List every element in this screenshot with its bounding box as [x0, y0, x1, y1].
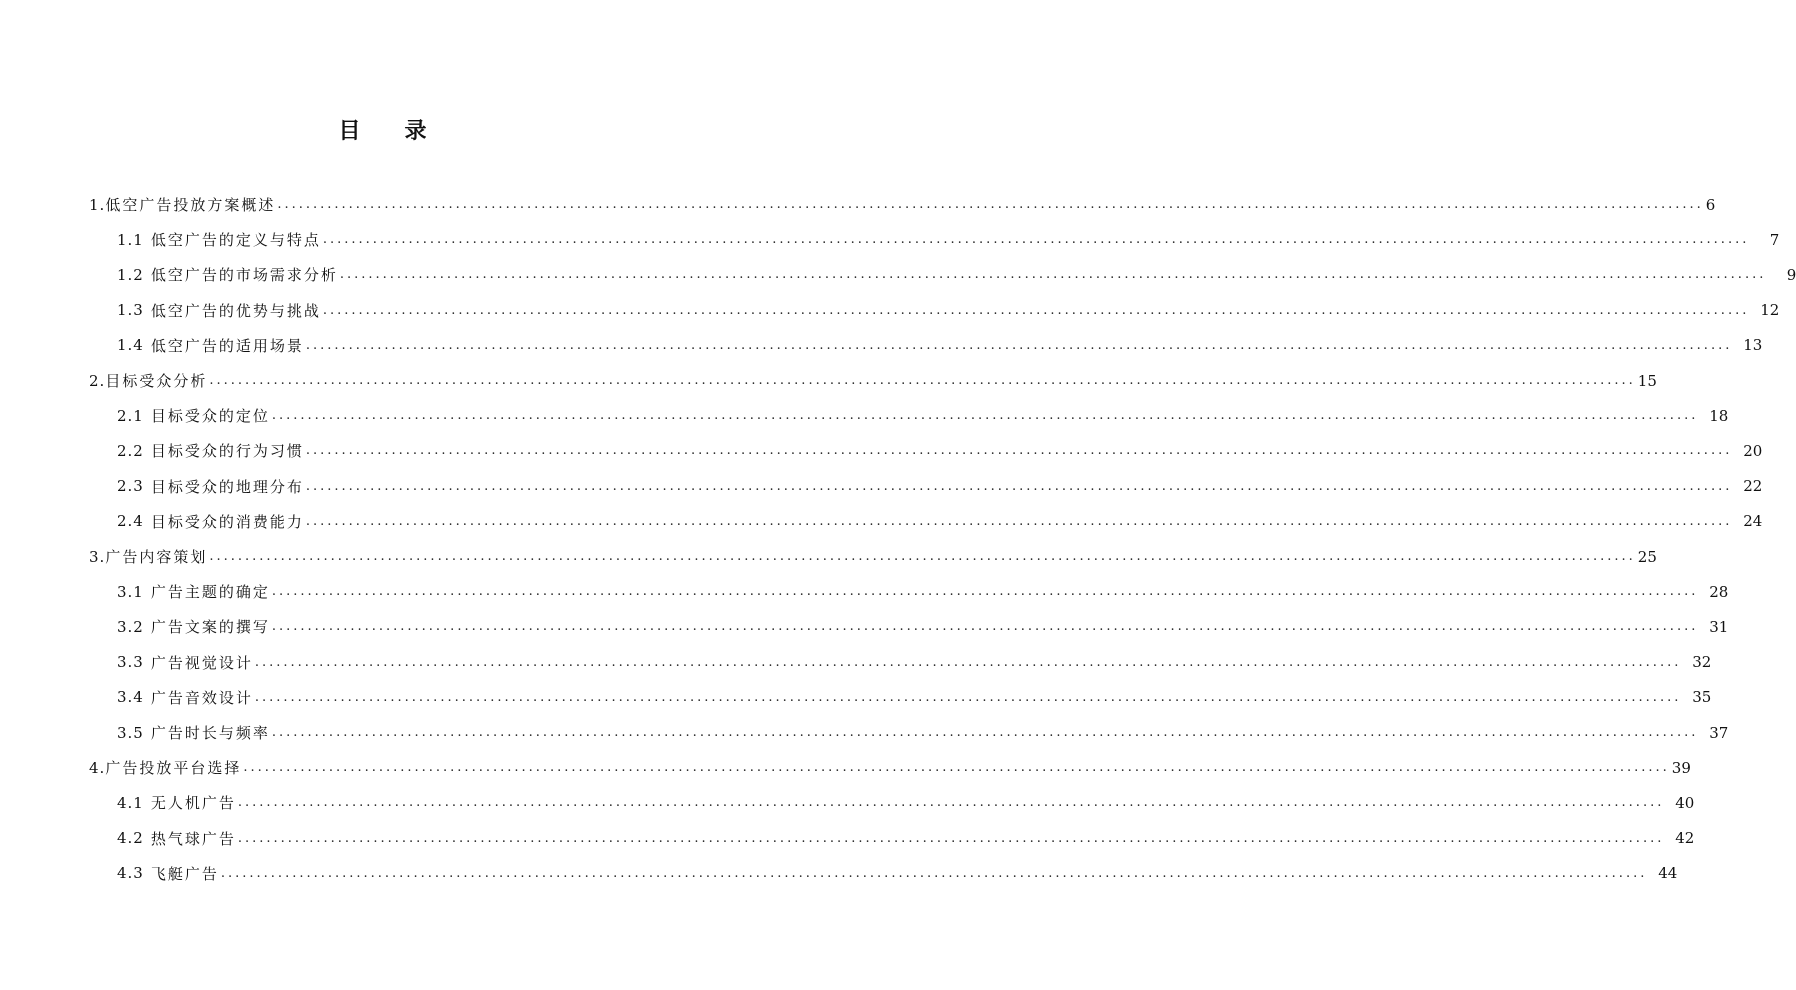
- toc-section-entry[interactable]: [117, 469, 1763, 504]
- toc-entry-title: 目标受众分析: [105, 372, 208, 390]
- toc-page-number: 31: [1709, 617, 1729, 636]
- toc-entry-number: 3.4: [117, 688, 144, 707]
- toc-section-entry[interactable]: [117, 609, 1729, 644]
- toc-entry-title: 无人机广告: [150, 794, 236, 813]
- toc-page-number: 6: [1705, 195, 1716, 214]
- toc-page-number: 39: [1671, 758, 1691, 777]
- toc-leader-dots: ........................................................................................................................................................................................................: [237, 830, 1665, 846]
- toc-leader-dots: ........................................................................................................................................................................................................: [322, 232, 1750, 248]
- toc-leader-dots: ........................................................................................................................................................................................................: [254, 689, 1682, 705]
- toc-section-entry[interactable]: [117, 398, 1729, 433]
- toc-entry-number: 2.4: [117, 512, 144, 531]
- toc-leader-dots: ........................................................................................................................................................................................................: [209, 373, 1636, 388]
- toc-entry-number: 3.1: [117, 582, 144, 601]
- toc-leader-dots: ........................................................................................................................................................................................................: [254, 654, 1682, 670]
- toc-entry-number: 2.: [89, 371, 106, 390]
- toc-entry-number: 1.: [89, 195, 106, 214]
- toc-section-entry[interactable]: [117, 222, 1780, 257]
- toc-section-entry[interactable]: [117, 574, 1729, 609]
- toc-section-entry[interactable]: [117, 785, 1695, 820]
- toc-entry-title: 广告时长与频率: [150, 724, 270, 742]
- toc-leader-dots: ........................................................................................................................................................................................................: [271, 584, 1699, 600]
- toc-entry-title: 目标受众的定位: [150, 407, 270, 426]
- toc-leader-dots: ........................................................................................................................................................................................................: [271, 619, 1699, 635]
- toc-entry-number: 1.3: [117, 301, 144, 320]
- toc-chapter-entry[interactable]: [89, 363, 1657, 398]
- toc-entry-number: 1.4: [117, 336, 144, 355]
- toc-section-entry[interactable]: [117, 645, 1712, 680]
- toc-leader-dots: ........................................................................................................................................................................................................: [237, 795, 1665, 811]
- toc-leader-dots: ........................................................................................................................................................................................................: [305, 443, 1733, 459]
- toc-page-number: 24: [1743, 512, 1763, 531]
- toc-page-number: 32: [1692, 653, 1712, 672]
- toc-leader-dots: ........................................................................................................................................................................................................: [209, 549, 1636, 564]
- toc-entry-number: 4.3: [117, 864, 144, 883]
- toc-section-entry[interactable]: [117, 504, 1763, 539]
- toc-section-entry[interactable]: [117, 680, 1712, 715]
- toc-entry-title: 广告文案的撰写: [150, 618, 270, 637]
- toc-section-entry[interactable]: [117, 257, 1796, 292]
- toc-page-number: 12: [1760, 301, 1780, 320]
- toc-page-number: 25: [1637, 547, 1657, 566]
- toc-leader-dots: ........................................................................................................................................................................................................: [277, 197, 1704, 212]
- toc-entry-title: 低空广告的优势与挑战: [150, 301, 321, 320]
- toc-entry-number: 3.5: [117, 723, 144, 742]
- page-title: [0, 114, 765, 145]
- toc-section-entry[interactable]: [117, 293, 1780, 328]
- toc-entry-number: 2.1: [117, 406, 144, 425]
- toc-chapter-entry[interactable]: [89, 750, 1691, 785]
- toc-entry-title: 热气球广告: [150, 829, 236, 848]
- toc-entry-number: 4.: [89, 758, 106, 777]
- toc-page-number: 28: [1709, 582, 1729, 601]
- toc-leader-dots: ........................................................................................................................................................................................................: [322, 302, 1750, 318]
- toc-entry-title: 目标受众的行为习惯: [150, 442, 304, 461]
- toc-entry-number: 3.3: [117, 653, 144, 672]
- toc-section-entry[interactable]: [117, 821, 1695, 856]
- toc-entry-title: 广告音效设计: [150, 688, 253, 707]
- toc-section-entry[interactable]: [117, 856, 1678, 891]
- toc-entry-number: 2.3: [117, 477, 144, 496]
- toc-entry-title: 广告主题的确定: [150, 583, 270, 602]
- toc-page-number: 22: [1743, 477, 1763, 496]
- toc-entry-title: 低空广告的定义与特点: [150, 231, 321, 250]
- toc-page-number: 35: [1692, 688, 1712, 707]
- toc-leader-dots: ........................................................................................................................................................................................................: [339, 267, 1767, 283]
- toc-entry-number: 1.2: [117, 265, 144, 284]
- toc-page-number: 15: [1637, 371, 1657, 390]
- toc-page-number: 13: [1743, 336, 1763, 355]
- toc-section-entry[interactable]: [117, 715, 1729, 750]
- toc-leader-dots: ........................................................................................................................................................................................................: [305, 478, 1733, 494]
- toc-entry-number: 2.2: [117, 441, 144, 460]
- toc-entry-number: 3.2: [117, 617, 144, 636]
- toc-page-number: 20: [1743, 441, 1763, 460]
- title-char-1: 目: [338, 119, 361, 144]
- toc-leader-dots: ........................................................................................................................................................................................................: [305, 337, 1733, 353]
- toc-entry-title: 广告内容策划: [105, 548, 208, 566]
- toc-entry-title: 低空广告投放方案概述: [105, 196, 276, 214]
- toc-leader-dots: ........................................................................................................................................................................................................: [305, 513, 1733, 529]
- toc-entry-title: 目标受众的消费能力: [150, 512, 304, 531]
- toc-entry-title: 目标受众的地理分布: [150, 477, 304, 496]
- title-char-2: 录: [404, 119, 427, 144]
- toc-section-entry[interactable]: [117, 433, 1763, 468]
- toc-leader-dots: ........................................................................................................................................................................................................: [271, 725, 1699, 740]
- toc-page-number: 18: [1709, 406, 1729, 425]
- toc-chapter-entry[interactable]: [89, 539, 1657, 574]
- toc-entry-title: 低空广告的市场需求分析: [150, 266, 338, 285]
- toc-page-number: 7: [1769, 230, 1780, 249]
- toc-section-entry[interactable]: [117, 328, 1763, 363]
- toc-page-number: 40: [1675, 793, 1695, 812]
- toc-leader-dots: ........................................................................................................................................................................................................: [220, 865, 1648, 881]
- toc-page-number: 44: [1658, 864, 1678, 883]
- toc-entry-number: 3.: [89, 547, 106, 566]
- toc-entry-title: 飞艇广告: [150, 864, 219, 883]
- toc-entry-number: 1.1: [117, 230, 144, 249]
- toc-entry-title: 低空广告的适用场景: [150, 336, 304, 355]
- toc-page-number: 37: [1709, 723, 1729, 742]
- toc-leader-dots: ........................................................................................................................................................................................................: [243, 760, 1670, 776]
- toc-leader-dots: ........................................................................................................................................................................................................: [271, 408, 1699, 424]
- toc-page-number: 9: [1786, 265, 1796, 284]
- toc-page-number: 42: [1675, 829, 1695, 848]
- toc-entry-title: 广告视觉设计: [150, 653, 253, 672]
- toc-entry-number: 4.2: [117, 829, 144, 848]
- toc-entry-title: 广告投放平台选择: [105, 759, 242, 778]
- toc-entry-number: 4.1: [117, 793, 144, 812]
- toc-chapter-entry[interactable]: [89, 187, 1716, 222]
